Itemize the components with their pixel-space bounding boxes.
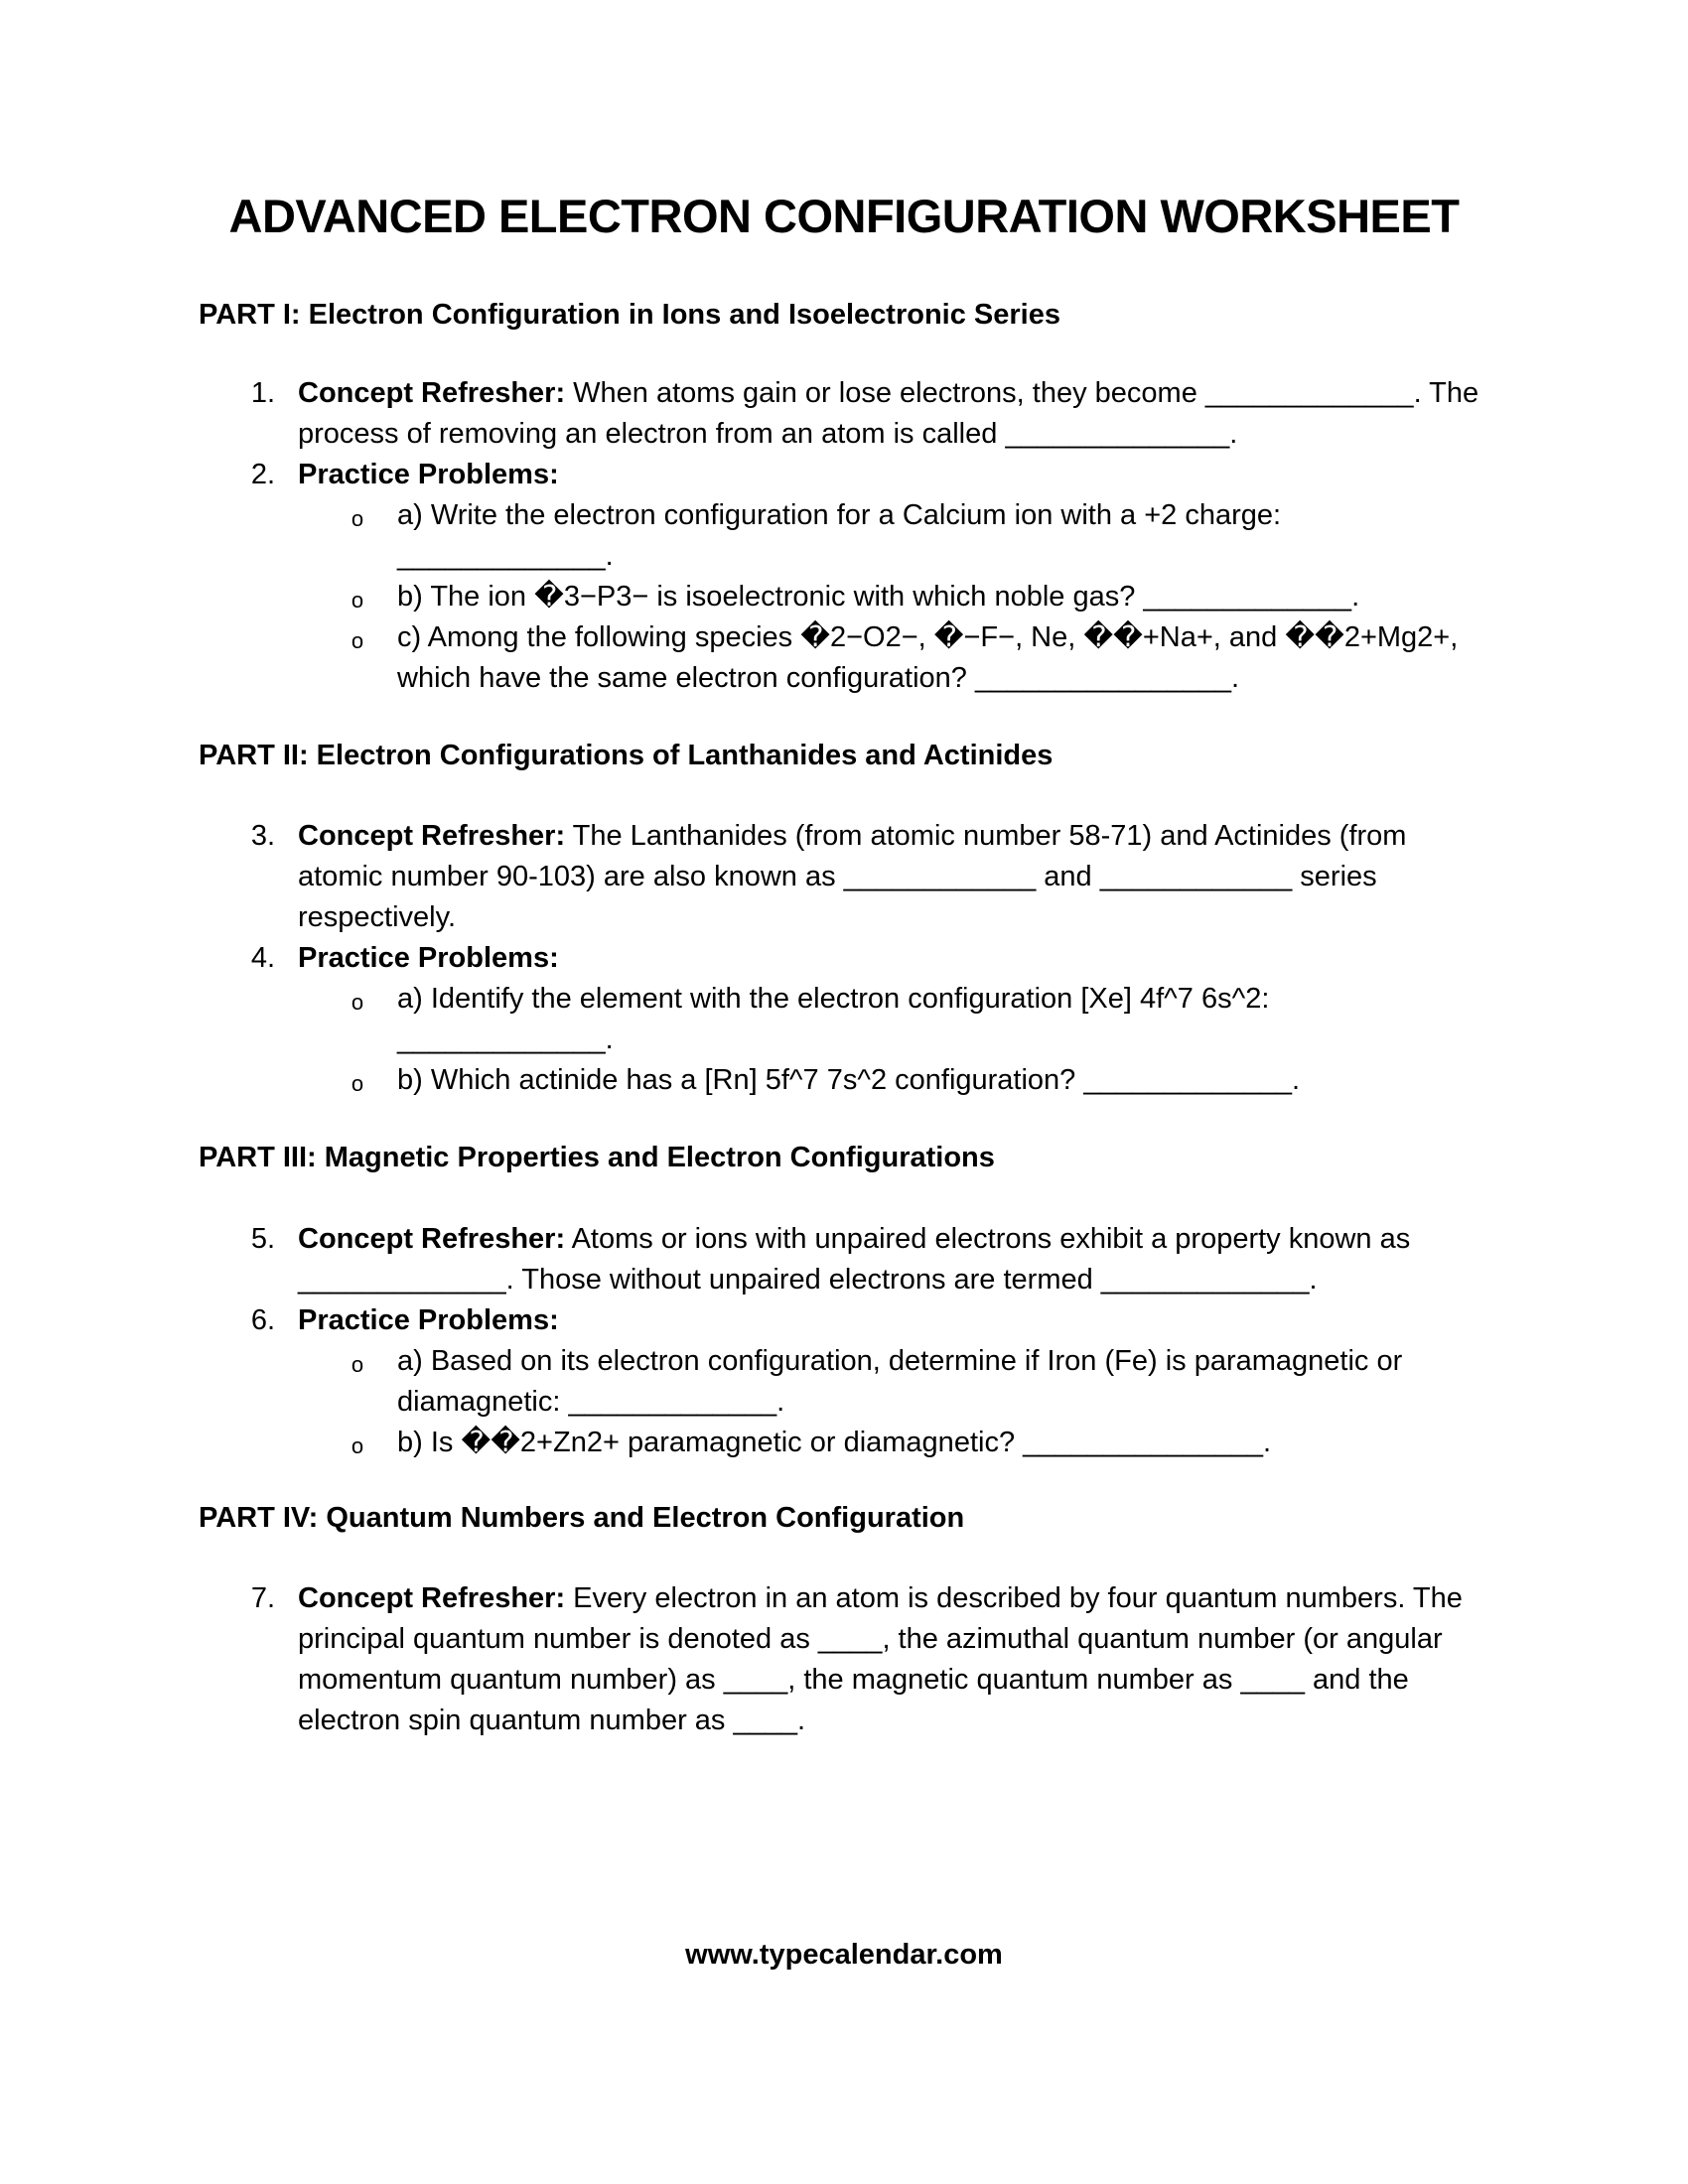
question-label: Concept Refresher: [298,1223,566,1255]
bullet-icon: o [351,1433,364,1458]
question-number: 4. [250,942,275,974]
subquestion-6b [199,1423,1489,1463]
subquestion-2a [199,495,1489,577]
part-2-heading: PART II: Electron Configurations of Lanthanides and Actinides [199,740,1054,771]
subquestion-text: a) Write the electron configuration for a Calcium ion with a +2 charge: _____________. [397,499,1282,572]
subquestion-4a [199,979,1489,1060]
footer-website: www.typecalendar.com [685,1939,1003,1971]
subquestion-text: a) Based on its electron configuration, determine if Iron (Fe) is paramagnetic or diamagnetic: _____________. [397,1345,1403,1418]
question-label: Practice Problems: [298,1304,559,1336]
subquestion-text: c) Among the following species �2−O2−, �−F−, Ne, ��+Na+, and ��2+Mg2+, which have the same electron configuration? ________________. [397,621,1459,694]
page-title: ADVANCED ELECTRON CONFIGURATION WORKSHEET [228,190,1460,242]
question-text: Every electron in an atom is described by four quantum numbers. The principal quantum number is denoted as ____, the azimuthal quantum number (or angular momentum quantum number) as ____, the magnetic quantum number as ____ and the electron spin quantum number as ____. [298,1582,1463,1736]
bullet-icon: o [351,1352,364,1377]
subquestion-2c [199,617,1489,699]
question-number: 5. [250,1223,275,1255]
question-number: 3. [250,820,275,852]
question-3 [199,816,1489,938]
question-4 [199,938,1489,979]
question-text: The Lanthanides (from atomic number 58-71) and Actinides (from atomic number 90-103) are also known as ____________ and ____________ series respectively. [298,820,1407,933]
subquestion-text: a) Identify the element with the electron configuration [Xe] 4f^7 6s^2: _____________. [397,983,1270,1055]
subquestion-text: b) Which actinide has a [Rn] 5f^7 7s^2 configuration? _____________. [397,1064,1301,1096]
question-text: When atoms gain or lose electrons, they become _____________. The process of removing an electron from an atom is called ______________. [298,377,1479,450]
question-label: Concept Refresher: [298,820,566,852]
question-number: 6. [250,1304,275,1336]
subquestion-2b [199,577,1489,617]
question-label: Practice Problems: [298,942,559,974]
part-3-heading: PART III: Magnetic Properties and Electron Configurations [199,1142,995,1173]
question-number: 2. [250,459,275,490]
question-text: Atoms or ions with unpaired electrons exhibit a property known as _____________. Those without unpaired electrons are termed _____________. [298,1223,1411,1296]
bullet-icon: o [351,990,364,1015]
question-label: Concept Refresher: [298,1582,566,1614]
bullet-icon: o [351,588,364,613]
subquestion-text: b) The ion �3−P3− is isoelectronic with which noble gas? _____________. [397,581,1360,613]
question-6 [199,1300,1489,1341]
question-1 [199,373,1489,455]
subquestion-6a [199,1341,1489,1423]
subquestion-text: b) Is ��2+Zn2+ paramagnetic or diamagnetic? _______________. [397,1427,1272,1458]
question-2 [199,455,1489,495]
question-number: 7. [250,1582,275,1614]
bullet-icon: o [351,1071,364,1096]
question-label: Concept Refresher: [298,377,566,409]
question-label: Practice Problems: [298,459,559,490]
bullet-icon: o [351,506,364,531]
question-5 [199,1219,1489,1300]
subquestion-4b [199,1060,1489,1101]
part-4-heading: PART IV: Quantum Numbers and Electron Configuration [199,1502,965,1534]
question-7 [199,1578,1489,1741]
part-1-heading: PART I: Electron Configuration in Ions and Isoelectronic Series [199,299,1060,331]
bullet-icon: o [351,628,364,653]
question-number: 1. [250,377,275,409]
